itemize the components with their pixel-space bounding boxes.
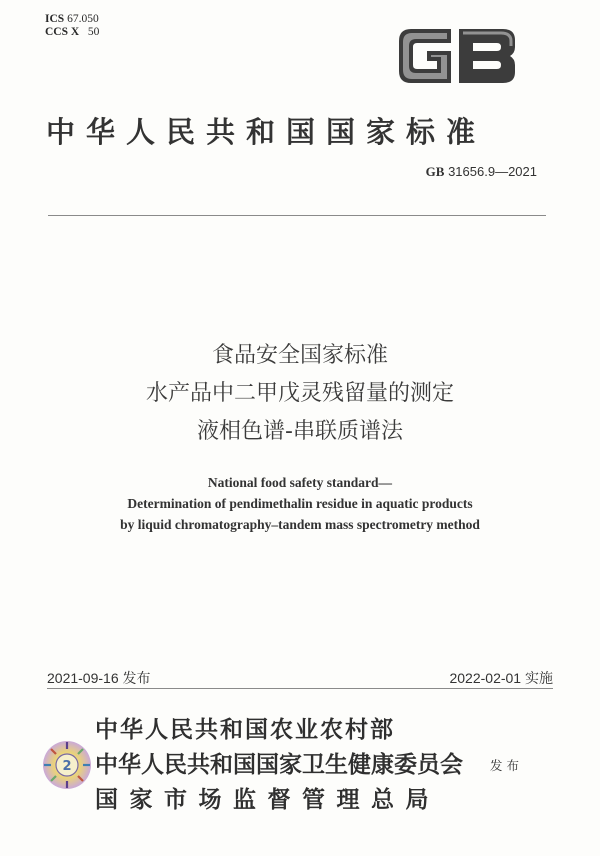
ics-label: ICS: [45, 13, 65, 25]
issuer-market-regulation: 国家市场监督管理总局: [95, 786, 440, 813]
ccs-label: CCS X: [45, 26, 80, 38]
implementation-date: 2022-02-01 实施: [449, 670, 553, 686]
english-title-line-1: National food safety standard—: [207, 475, 393, 490]
classification-codes: [45, 13, 99, 39]
chinese-title-line-1: 食品安全国家标准: [211, 343, 388, 368]
issuer-health-commission: 中华人民共和国国家卫生健康委员会: [95, 751, 463, 778]
chinese-title-line-3: 液相色谱-串联质谱法: [197, 419, 403, 444]
issue-date: 2021-09-16 发布: [47, 670, 151, 686]
svg-text:2: 2: [62, 759, 72, 774]
issue-label: 发布: [490, 758, 524, 773]
ics-value: 67.050: [67, 13, 99, 25]
standard-prefix: GB: [425, 164, 445, 179]
chinese-title: [0, 337, 600, 451]
gb-logo-icon: [393, 25, 521, 87]
chinese-title-line-2: 水产品中二甲戊灵残留量的测定: [145, 381, 454, 406]
issuer-ministry-agriculture: 中华人民共和国农业农村部: [95, 716, 395, 743]
standard-number: [426, 164, 537, 180]
ccs-code: [45, 26, 99, 39]
english-title-line-2: Determination of pendimethalin residue in aquatic products: [127, 496, 473, 511]
issuing-authorities: [95, 712, 463, 817]
national-standard-title: 中华人民共和国国家标准: [46, 115, 487, 149]
ccs-value: 50: [87, 26, 100, 38]
header-divider: [48, 215, 546, 216]
standard-number-value: 31656.9—2021: [448, 164, 537, 179]
english-title: [0, 472, 600, 535]
dates-divider: [47, 688, 553, 689]
ics-code: [45, 13, 99, 26]
english-title-line-3: by liquid chromatography–tandem mass spectrometry method: [120, 517, 480, 532]
issuer-seal-icon: [42, 740, 92, 790]
